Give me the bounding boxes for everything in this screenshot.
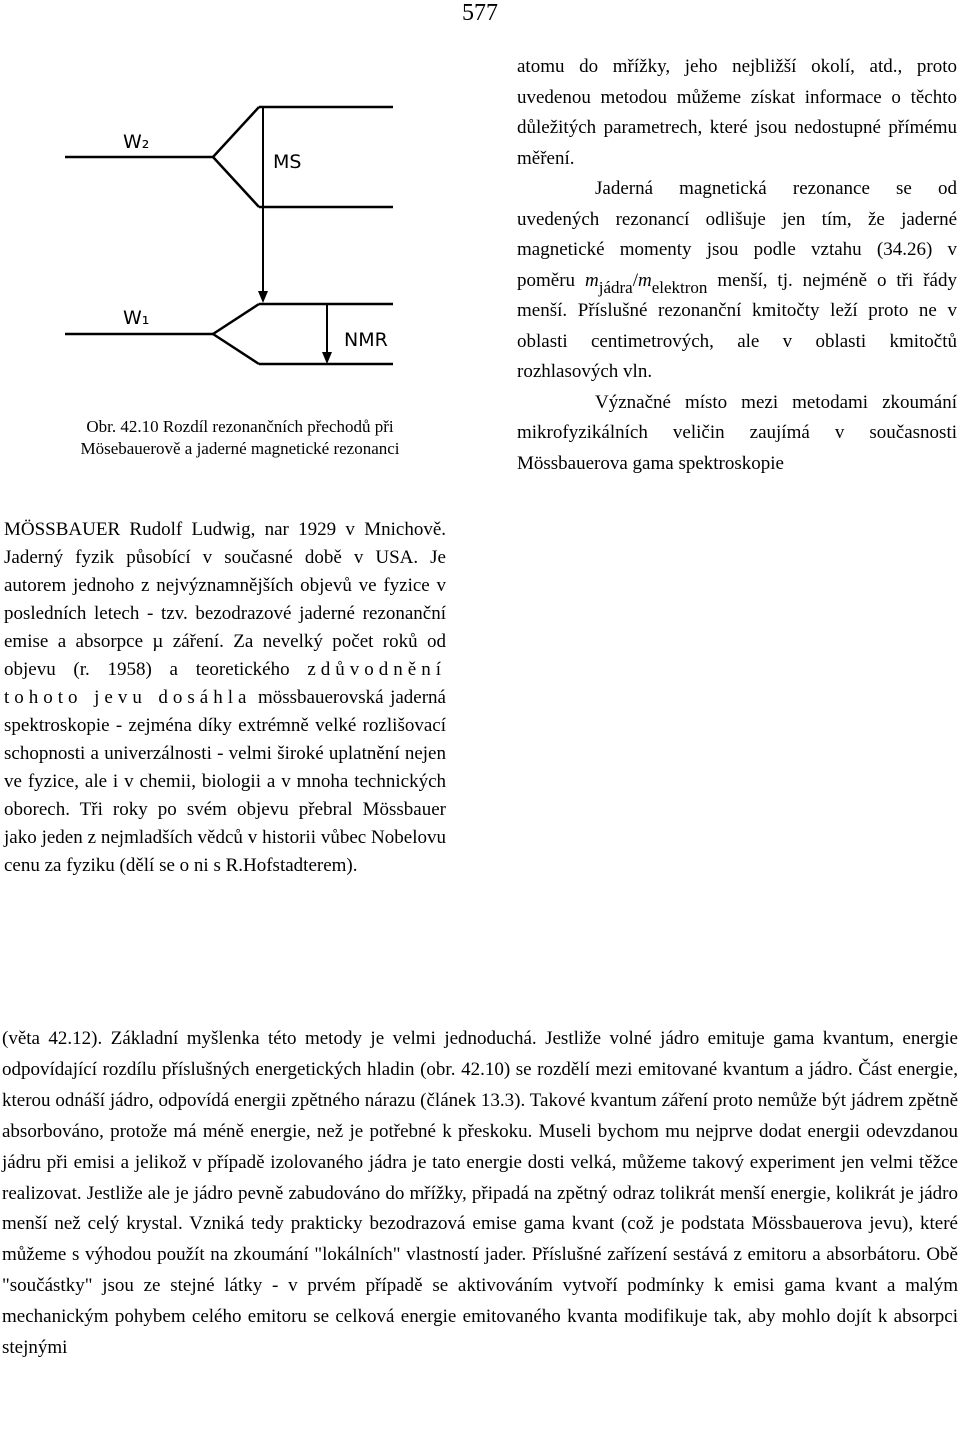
ms-arrow-head xyxy=(258,291,268,303)
label-w1: W₁ xyxy=(123,307,150,329)
paragraph-mossbauer: Význačné místo mezi metodami zkoumání mikrofyzikálních veličin zaujímá v současnosti Mössbauerova gama spektroskopie xyxy=(517,391,957,474)
biography-part2: mössbauerovská jaderná spektroskopie - zejména díky extrémně velké rozlišovací schopnosti a univerzálnosti - velmi široké uplatnění nejen ve fyzice, ale i v chemii, biologii a v mnoha technických oborech. Tři roky po svém objevu přebral Mössbauer jako jeden z nejmladších vědců v historii vůbec Nobelovu cenu za fyziku (dělí se o ni s R.Hofstadterem). xyxy=(4,687,446,876)
paragraph-nmr-end: menší, tj. nejméně o tři řády menší. Příslušné rezonanční kmitočty leží proto ne v oblasti centimetrových, ale v oblasti kmitočtů rozhlasových vln. xyxy=(517,269,957,382)
biography-paragraph xyxy=(4,516,446,880)
biography-part1: MÖSSBAUER Rudolf Ludwig, nar 1929 v Mnichově. Jaderný fyzik působící v současné době v USA. Je autorem jednoho z nejvýznamnějších objevů ve fyzice v posledních letech - tzv. bezodrazové jaderné rezonanční emise a absorpce µ záření. Za nevelký počet roků od objevu (r. 1958) a teoretického xyxy=(4,519,446,680)
label-w2: W₂ xyxy=(123,131,150,153)
subscript-jadra: jádra xyxy=(598,277,633,297)
energy-level-svg xyxy=(55,88,455,378)
paragraph-nmr-start: Jaderná magnetická rezonance se od uvedených rezonancí odlišuje jen tím, že jaderné magnetické momenty jsou podle vztahu (34.26) v poměru xyxy=(517,178,957,291)
bottom-paragraph-text: (věta 42.12). Základní myšlenka této metody je velmi jednoduchá. Jestliže volné jádro emituje gama kvantum, energie odpovídající rozdílu příslušných energetických hladin (obr. 42.10) se rozdělí mezi emitované kvantum a jádro. Část energie, kterou odnáší jádro, odpovídá energii zpětného nárazu (článek 13.3). Takové kvantum záření proto nemůže být jádrem zpětně absorbováno, protože má méně energie, než je potřebné k přeskoku. Museli bychom mu nejprve dodat energii odevzdanou jádru při emisi a jelikož v případě izolovaného jádra je tato energie dosti velká, můžeme takový experiment jen velmi těžce realizovat. Jestliže ale je jádro pevně zabudováno do mřížky, připadá na zpětný odraz tolikrát menší energie, kolikrát je jádro menší než celý krystal. Vzniká tedy prakticky bezodrazová emise gama kvant (což je podstata Mössbauerova jevu), které můžeme s výhodou použít na zkoumání "lokálních" vlastností jader. Příslušné zařízení sestává z emitoru a absorbátoru. Obě "součástky" jsou ze stejné látky - v prvém případě se aktivováním vytvoří podmínky k emisi gama kvant a malým mechanickým pohybem celého emitoru se celková energie emitovaného kvanta modifikuje tak, aby mohlo dojít k absorpci stejnými xyxy=(2,1028,958,1359)
subscript-elektron: elektron xyxy=(651,277,708,297)
nmr-arrow-head xyxy=(322,352,332,364)
biography-spaced-text: zdůvodnění tohoto jevu dosáhla xyxy=(4,659,447,708)
paragraph-continuation: atomu do mřížky, jeho nejbližší okolí, atd., proto uvedenou metodou můžeme získat informace o těchto důležitých parametrech, které jsou nedostupné přímému měření. xyxy=(517,56,957,169)
label-ms: MS xyxy=(273,151,302,173)
energy-level-diagram xyxy=(55,88,455,378)
paragraph-nmr xyxy=(517,174,957,388)
level-w1-lower-branch xyxy=(213,334,259,364)
bottom-paragraph xyxy=(2,1024,958,1364)
figure-caption-line1 xyxy=(30,416,450,438)
right-column xyxy=(517,52,957,479)
page-number: 577 xyxy=(462,0,498,26)
figure-caption-text: Rozdíl rezonančních přechodů při xyxy=(162,417,394,436)
figure-caption xyxy=(30,416,450,460)
level-w2-lower-branch xyxy=(213,157,259,207)
label-nmr: NMR xyxy=(344,329,388,351)
figure-label: Obr. 42.10 xyxy=(86,417,159,436)
level-w1-upper-branch xyxy=(213,304,259,334)
figure-caption-line2: Mösebauerově a jaderné magnetické rezonanci xyxy=(80,439,400,458)
level-w2-upper-branch xyxy=(213,107,259,157)
mass-symbol-2: m xyxy=(637,269,652,291)
mass-symbol-1: m xyxy=(584,269,599,291)
ratio-slash: / xyxy=(632,269,638,291)
